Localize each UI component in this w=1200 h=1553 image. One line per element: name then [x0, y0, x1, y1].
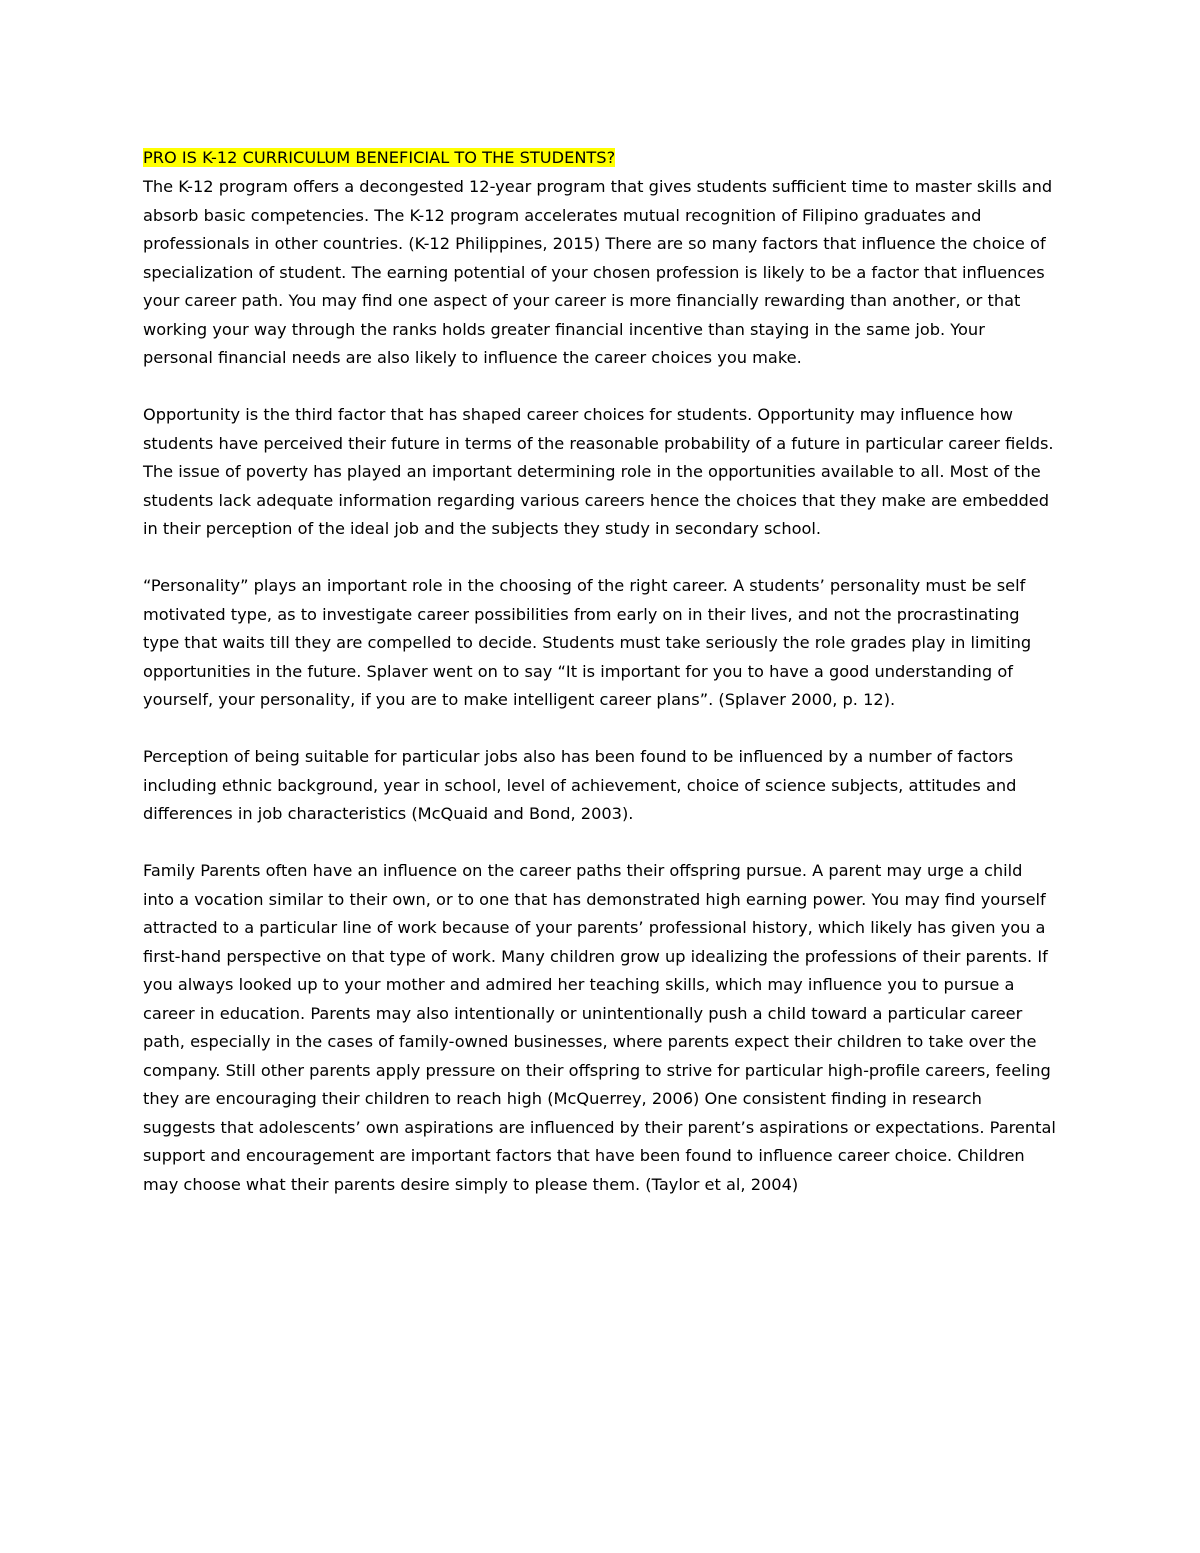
paragraph-opportunity: Opportunity is the third factor that has shaped career choices for students. Opportunity may influence how students have perceived their future in terms of the reasonable probability of a future in particular career fields. The issue of poverty has played an important determining role in the opportunities available to all. Most of the students lack adequate information regarding various careers hence the choices that they make are embedded in their perception of the ideal job and the subjects they study in secondary school. [143, 405, 1054, 538]
paragraph-family-parents: Family Parents often have an influence on the career paths their offspring pursue. A parent may urge a child into a vocation similar to their own, or to one that has demonstrated high earning power. You may find yourself attracted to a particular line of work because of your parents’ professional history, which likely has given you a first-hand perspective on that type of work. Many children grow up idealizing the professions of their parents. If you always looked up to your mother and admired her teaching skills, which may influence you to pursue a career in education. Parents may also intentionally or unintentionally push a child toward a particular career path, especially in the cases of family-owned businesses, where parents expect their children to take over the company. Still other parents apply pressure on their offspring to strive for particular high-profile careers, feeling they are encouraging their children to reach high (McQuerrey, 2006) One consistent finding in research suggests that adolescents’ own aspirations are influenced by their parent’s aspirations or expectations. Parental support and encouragement are important factors that have been found to influence career choice. Children may choose what their parents desire simply to please them. (Taylor et al, 2004) [143, 861, 1056, 1194]
document-body [143, 146, 1058, 1228]
document-heading [143, 146, 1058, 170]
paragraph-personality: “Personality” plays an important role in the choosing of the right career. A students’ personality must be self motivated type, as to investigate career possibilities from early on in their lives, and not the procrastinating type that waits till they are compelled to decide. Students must take seriously the role grades play in limiting opportunities in the future. Splaver went on to say “It is important for you to have a good understanding of yourself, your personality, if you are to make intelligent career plans”. (Splaver 2000, p. 12). [143, 576, 1032, 709]
paragraph-financial-factors: The K-12 program offers a decongested 12-year program that gives students sufficient time to master skills and absorb basic competencies. The K-12 program accelerates mutual recognition of Filipino graduates and professionals in other countries. (K-12 Philippines, 2015) There are so many factors that influence the choice of specialization of student. The earning potential of your chosen profession is likely to be a factor that influences your career path. You may find one aspect of your career is more financially rewarding than another, or that working your way through the ranks holds greater financial incentive than staying in the same job. Your personal financial needs are also likely to influence the career choices you make. [143, 177, 1053, 367]
heading-highlight: PRO IS K-12 CURRICULUM BENEFICIAL TO THE STUDENTS? [143, 148, 616, 167]
paragraph-perception: Perception of being suitable for particular jobs also has been found to be influenced by a number of factors including ethnic background, year in school, level of achievement, choice of science subjects, attitudes and differences in job characteristics (McQuaid and Bond, 2003). [143, 747, 1017, 823]
